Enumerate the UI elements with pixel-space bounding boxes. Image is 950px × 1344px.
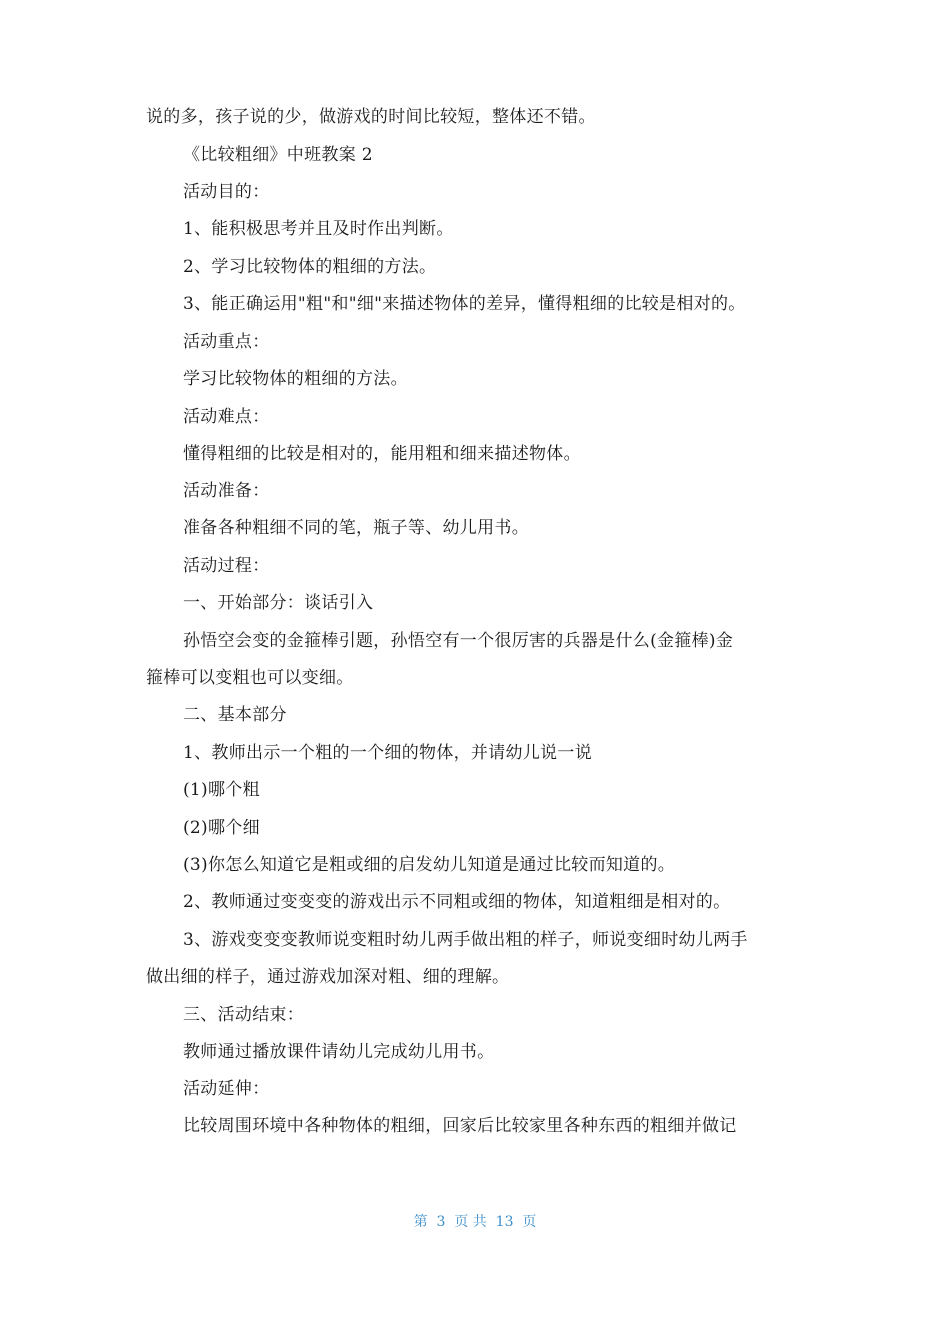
text-line: 3、能正确运用"粗"和"细"来描述物体的差异，懂得粗细的比较是相对的。: [183, 294, 746, 314]
text-line: 1、能积极思考并且及时作出判断。: [183, 219, 454, 239]
text-line: 二、基本部分: [183, 705, 287, 725]
text-line: 2、学习比较物体的粗细的方法。: [183, 257, 437, 277]
section-title: 《比较粗细》中班教案 2: [183, 145, 373, 165]
text-line: 比较周围环境中各种物体的粗细，回家后比较家里各种东西的粗细并做记: [183, 1116, 737, 1136]
page-number-footer: 第 3 页 共 13 页: [413, 1214, 537, 1230]
text-line: 孙悟空会变的金箍棒引题，孙悟空有一个很厉害的兵器是什么(金箍棒)金: [183, 631, 734, 651]
heading-extension: 活动延伸：: [183, 1079, 270, 1099]
text-line: 教师通过播放课件请幼儿完成幼儿用书。: [183, 1042, 495, 1062]
text-line: 箍棒可以变粗也可以变细。: [146, 668, 354, 688]
text-line: (2)哪个细: [183, 818, 260, 838]
text-line: 做出细的样子，通过游戏加深对粗、细的理解。: [146, 967, 510, 987]
text-line: (1)哪个粗: [183, 780, 260, 800]
heading-end: 三、活动结束：: [183, 1005, 305, 1025]
text-line: 懂得粗细的比较是相对的，能用粗和细来描述物体。: [183, 444, 581, 464]
text-line: (3)你怎么知道它是粗或细的启发幼儿知道是通过比较而知道的。: [183, 855, 676, 875]
text-line: 准备各种粗细不同的笔，瓶子等、幼儿用书。: [183, 518, 529, 538]
text-line: 3、游戏变变变教师说变粗时幼儿两手做出粗的样子，师说变细时幼儿两手: [183, 930, 748, 950]
text-line: 2、教师通过变变变的游戏出示不同粗或细的物体，知道粗细是相对的。: [183, 892, 731, 912]
heading-activity-goals: 活动目的：: [183, 182, 270, 202]
heading-process: 活动过程：: [183, 556, 270, 576]
text-line: 一、开始部分：谈话引入: [183, 593, 374, 613]
heading-difficulties: 活动难点：: [183, 407, 270, 427]
heading-preparation: 活动准备：: [183, 481, 270, 501]
text-line: 说的多，孩子说的少，做游戏的时间比较短，整体还不错。: [146, 107, 596, 127]
text-line: 学习比较物体的粗细的方法。: [183, 369, 408, 389]
text-line: 1、教师出示一个粗的一个细的物体，并请幼儿说一说: [183, 743, 593, 763]
heading-key-points: 活动重点：: [183, 332, 270, 352]
